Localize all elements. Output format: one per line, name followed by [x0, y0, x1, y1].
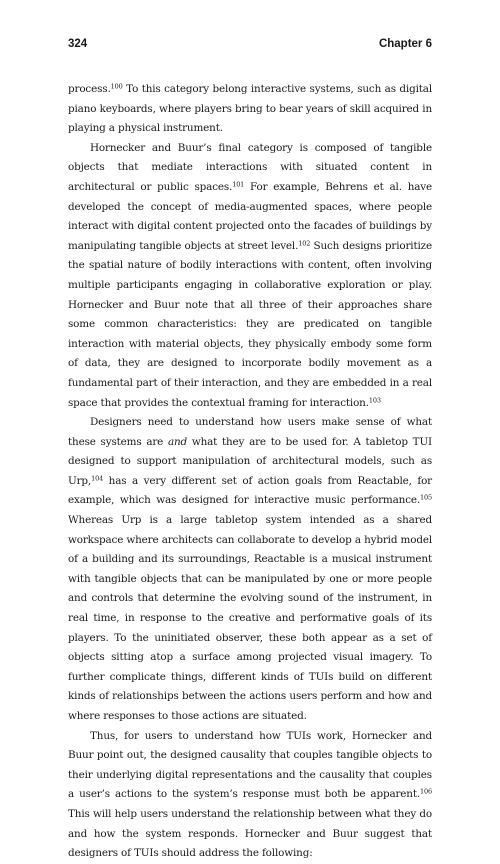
text-run: Whereas Urp is a large tabletop system intended as a shared workspace where architects can collaborate to develop a hybrid model of a building and its surroundings, Reactable is a musical instrument with tangible objects that can be manipulated by one or more people and controls that determine the evolving sound of the instrument, in real time, in response to the creative and performative goals of its players. To the uninitiated observer, these both appear as a set of objects sitting atop a surface among projected visual imagery. To further complicate things, different kinds of TUIs build on different kinds of relationships between the actions users perform and how and where responses to those actions are situated.	[68, 514, 432, 722]
footnote-ref-102: 102	[298, 239, 311, 248]
text-run: Hornecker and Buur’s final category is composed of tangible objects that mediate interactions with situated content in architectural or public spaces.	[68, 141, 432, 193]
paragraph-1	[68, 80, 432, 139]
footnote-ref-106: 106	[420, 787, 432, 796]
text-run: process.	[68, 83, 111, 95]
footnote-ref-105: 105	[420, 493, 432, 502]
running-header	[68, 38, 432, 54]
text-run: Thus, for users to understand how TUIs work, Hornecker and Buur point out, the designed causality that couples tangible objects to their underlying digital representations and the causality that couples a user’s actions to the system’s response must both be apparent.	[68, 729, 432, 801]
text-run: For example, Behrens et al. have developed the concept of media-augmented spaces, where people interact with digital content projected onto the facades of buildings by manipulating tangible objects at street level.	[68, 180, 433, 252]
paragraph-2	[68, 139, 432, 413]
text-run: has a very different set of action goals from Reactable, for example, which was designed for interactive music performance.	[68, 474, 432, 507]
text-run: To this category belong interactive systems, such as digital piano keyboards, where players bring to bear years of skill acquired in playing a physical instrument.	[68, 83, 432, 135]
footnote-ref-103: 103	[368, 395, 381, 404]
emphasis: and	[167, 435, 188, 448]
text-run: Designers need to understand how users make sense of what these systems are	[68, 416, 432, 448]
footnote-ref-100: 100	[110, 82, 123, 91]
body-text	[68, 80, 432, 864]
footnote-ref-104: 104	[91, 474, 104, 483]
chapter-title: Chapter 6	[378, 38, 432, 50]
paragraph-3	[68, 413, 432, 727]
text-run: what they are to be used for. A tabletop TUI designed to support manipulation of architectural models, such as Urp,	[68, 435, 432, 487]
text-run: This will help users understand the relationship between what they do and how the system responds. Hornecker and Buur suggest that designers of TUIs should address the following:	[68, 807, 432, 860]
paragraph-4	[68, 727, 432, 864]
text-run: Such designs prioritize the spatial nature of bodily interactions with content, often involving multiple participants engaging in collaborative exploration or play. Hornecker and Buur note that all three of their approaches share some common characteristics: they are predicated on tangible interaction with material objects, they physically embody some form of data, they are designed to incorporate bodily movement as a fundamental part of their interaction, and they are embedded in a real space that provides the contextual framing for interaction.	[68, 239, 432, 409]
page-number: 324	[68, 38, 88, 50]
footnote-ref-101: 101	[232, 180, 245, 189]
